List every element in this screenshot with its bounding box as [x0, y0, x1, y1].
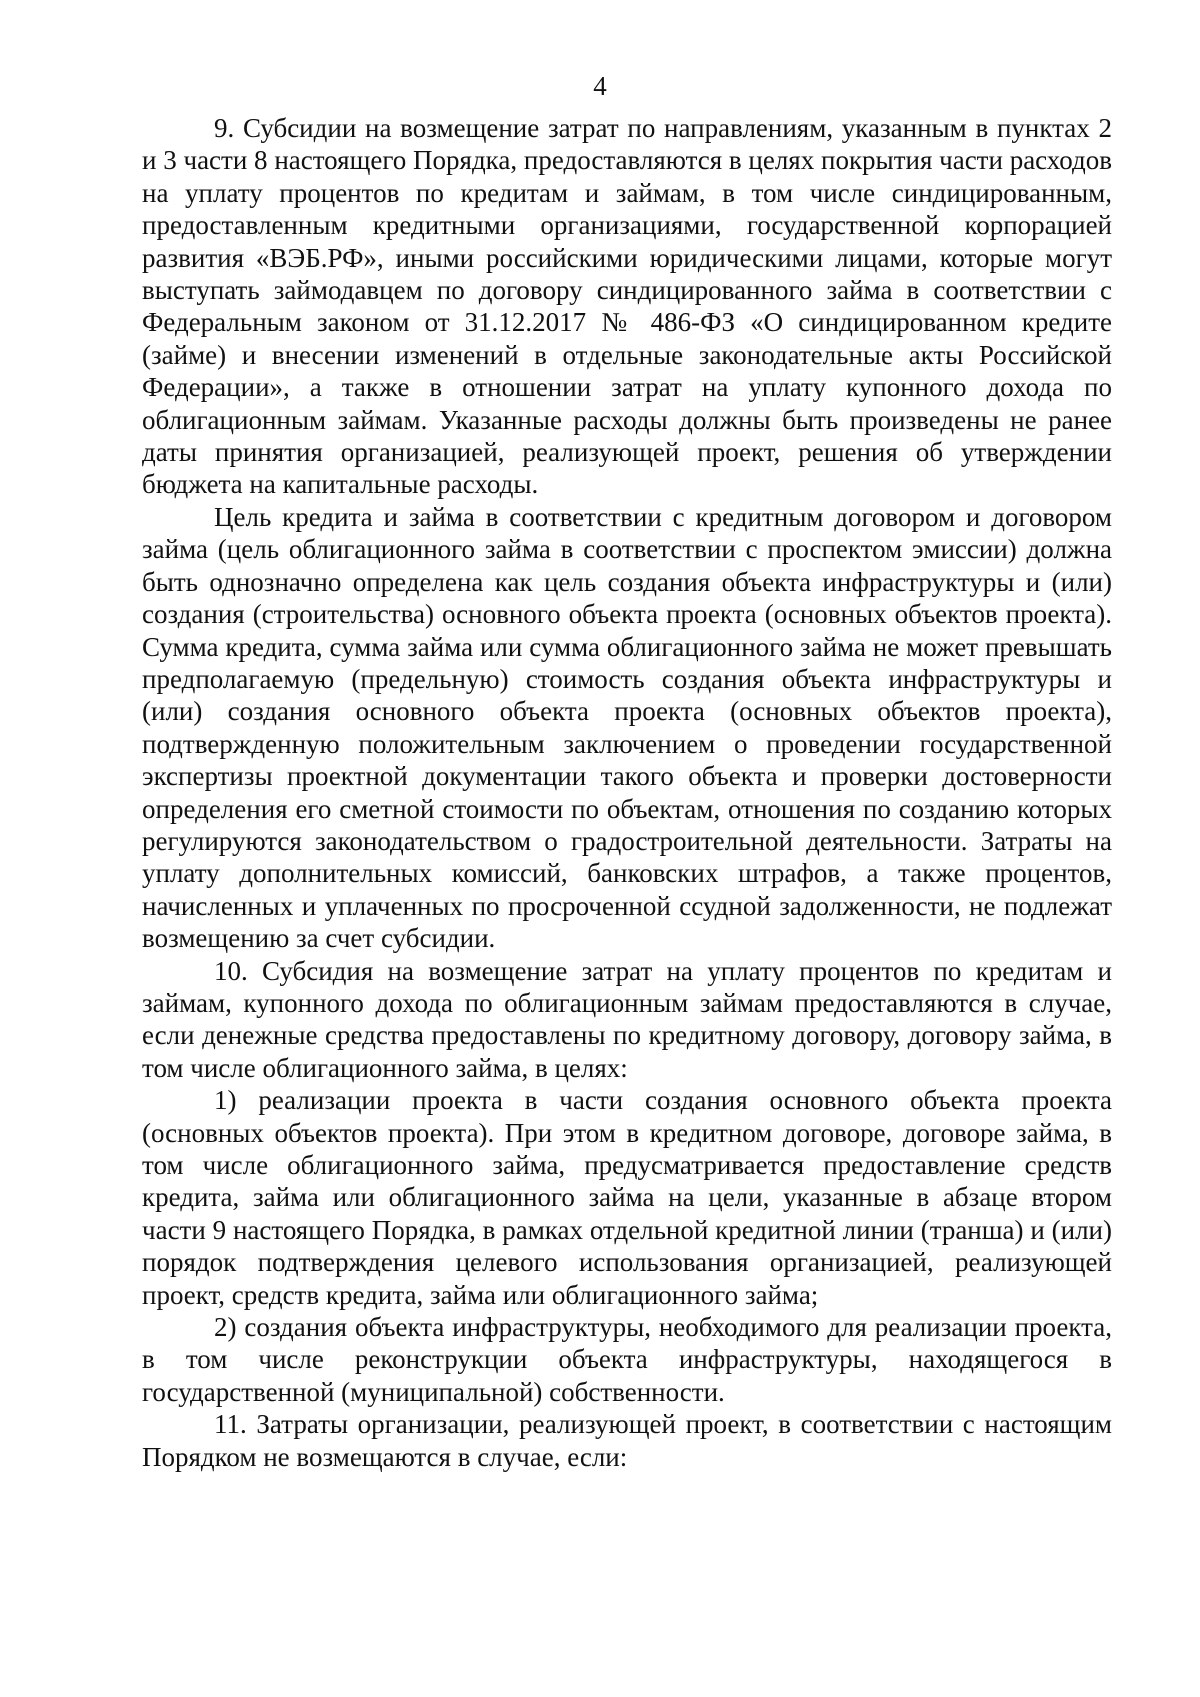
- paragraph-11: 11. Затраты организации, реализующей проект, в соответствии с настоящим Порядком не возмещаются в случае, если:: [142, 1409, 1112, 1472]
- paragraph-10-item-1: 1) реализации проекта в части создания основного объекта проекта (основных объектов проекта). При этом в кредитном договоре, договоре займа, в том числе облигационного займа, предусматривается предоставление средств кредита, займа или облигационного займа на цели, указанные в абзаце втором части 9 настоящего Порядка, в рамках отдельной кредитной линии (транша) и (или) порядок подтверждения целевого использования организацией, реализующей проект, средств кредита, займа или облигационного займа;: [142, 1085, 1112, 1310]
- paragraph-9-second: Цель кредита и займа в соответствии с кредитным договором и договором займа (цель облигационного займа в соответствии с проспектом эмиссии) должна быть однозначно определена как цель создания объекта инфраструктуры и (или) создания (строительства) основного объекта проекта (основных объектов проекта). Сумма кредита, сумма займа или сумма облигационного займа не может превышать предполагаемую (предельную) стоимость создания объекта инфраструктуры и (или) создания основного объекта проекта (основных объектов проекта), подтвержденную положительным заключением о проведении государственной экспертизы проектной документации такого объекта и проверки достоверности определения его сметной стоимости по объектам, отношения по созданию которых регулируются законодательством о градостроительной деятельности. Затраты на уплату дополнительных комиссий, банковских штрафов, а также процентов, начисленных и уплаченных по просроченной ссудной задолженности, не подлежат возмещению за счет субсидии.: [142, 501, 1112, 954]
- document-body: [142, 112, 1112, 1473]
- paragraph-9: 9. Субсидии на возмещение затрат по направлениям, указанным в пунктах 2 и 3 части 8 настоящего Порядка, предоставляются в целях покрытия части расходов на уплату процентов по кредитам и займам, в том числе синдицированным, предоставленным кредитными организациями, государственной корпорацией развития «ВЭБ.РФ», иными российскими юридическими лицами, которые могут выступать займодавцем по договору синдицированного займа в соответствии с Федеральным законом от 31.12.2017 № 486-ФЗ «О синдицированном кредите (займе) и внесении изменений в отдельные законодательные акты Российской Федерации», а также в отношении затрат на уплату купонного дохода по облигационным займам. Указанные расходы должны быть произведены не ранее даты принятия организацией, реализующей проект, решения об утверждении бюджета на капитальные расходы.: [142, 113, 1112, 500]
- page-number: 4: [593, 71, 607, 101]
- paragraph-10-item-2: 2) создания объекта инфраструктуры, необходимого для реализации проекта, в том числе реконструкции объекта инфраструктуры, находящегося в государственной (муниципальной) собственности.: [142, 1312, 1112, 1407]
- paragraph-10: 10. Субсидия на возмещение затрат на уплату процентов по кредитам и займам, купонного дохода по облигационным займам предоставляются в случае, если денежные средства предоставлены по кредитному договору, договору займа, в том числе облигационного займа, в целях:: [142, 955, 1112, 1083]
